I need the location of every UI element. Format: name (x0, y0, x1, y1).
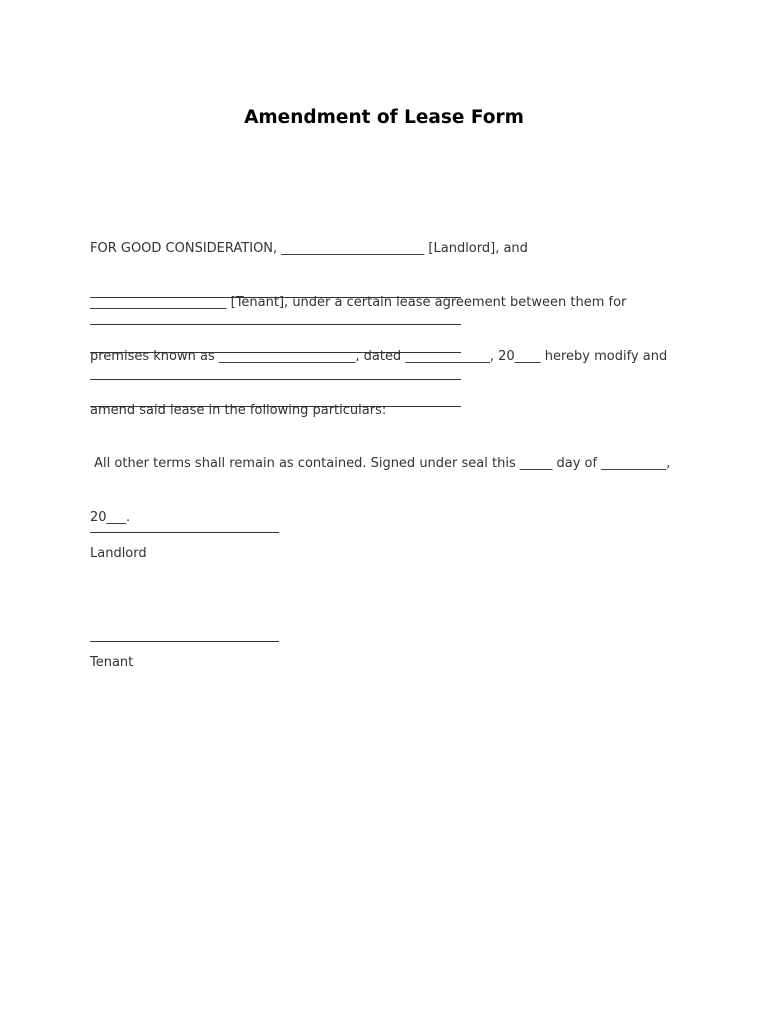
particular-line-2 (90, 324, 461, 325)
paragraph-line: _____________________ [Tenant], under a certain lease agreement between them for (90, 295, 627, 310)
paragraph-line: amend said lease in the following particulars: (90, 403, 387, 418)
particular-line-5 (90, 406, 461, 407)
particular-line-3 (90, 352, 461, 353)
document-title: Amendment of Lease Form (244, 107, 524, 128)
terms-paragraph (90, 419, 690, 563)
particular-line-1 (90, 297, 461, 298)
paragraph-line: FOR GOOD CONSIDERATION, ______________________ [Landlord], and (90, 241, 528, 256)
landlord-signature-line (90, 532, 279, 533)
particular-line-4 (90, 379, 461, 380)
landlord-label: Landlord (90, 546, 147, 561)
tenant-signature-line (90, 641, 279, 642)
paragraph-line: premises known as _____________________, dated _____________, 20____ hereby modify and (90, 349, 668, 364)
tenant-label: Tenant (90, 655, 134, 670)
paragraph-line: 20___. (90, 510, 131, 525)
paragraph-line: All other terms shall remain as contained. Signed under seal this _____ day of __________, (90, 456, 671, 471)
